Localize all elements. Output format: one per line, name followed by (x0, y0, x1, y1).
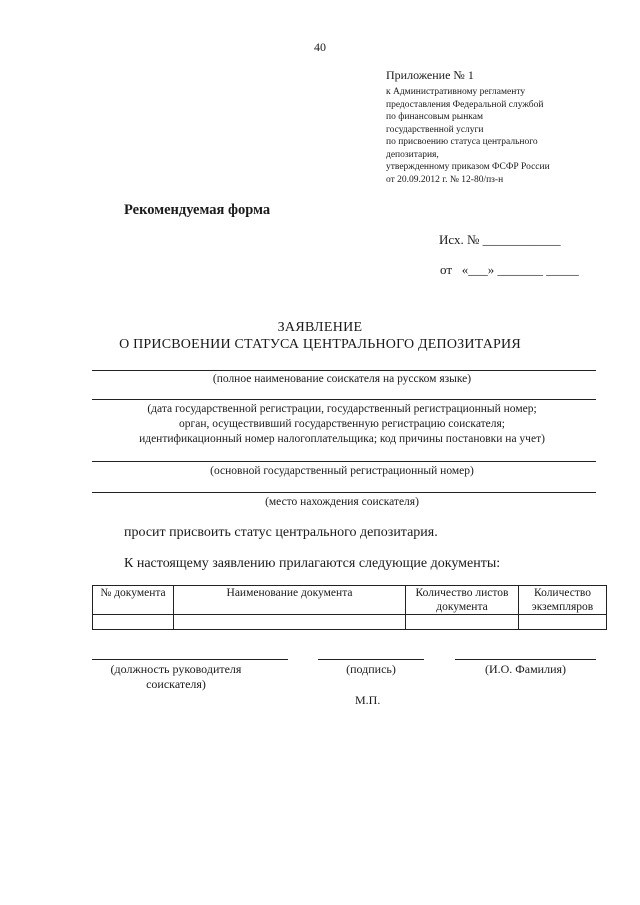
outgoing-number-label: Исх. № (439, 232, 480, 247)
appendix-block (386, 86, 550, 186)
main-reg-number-line (92, 461, 596, 462)
document-subtitle: О ПРИСВОЕНИИ СТАТУСА ЦЕНТРАЛЬНОГО ДЕПОЗИТАРИЯ (119, 337, 521, 352)
table-row (93, 615, 607, 630)
appendix-line: депозитария, (386, 149, 439, 160)
header-copies-count: Количество экземпляров (519, 586, 607, 615)
appendix-line: по присвоению статуса центрального (386, 137, 538, 147)
page-number: 40 (314, 40, 326, 54)
attachments-intro: К настоящему заявлению прилагаются следующие документы: (124, 556, 501, 571)
table-cell[interactable] (519, 615, 607, 630)
appendix-line: утвержденному приказом ФСФР России (386, 162, 550, 172)
outgoing-number (439, 232, 561, 248)
appendix-line: по финансовым рынкам (386, 112, 483, 122)
table-cell[interactable] (93, 615, 174, 630)
signature-caption: (подпись) (346, 662, 396, 676)
outgoing-date-blank: «___» _______ _____ (461, 262, 579, 277)
request-text: просит присвоить статус центрального депозитария. (124, 525, 438, 540)
full-name-line (92, 370, 596, 371)
header-page-count: Количество листов документа (406, 586, 519, 615)
name-caption: (И.О. Фамилия) (484, 662, 567, 676)
location-line (92, 492, 596, 493)
recommended-form-label: Рекомендуемая форма (124, 202, 271, 218)
outgoing-date-label: от (440, 262, 453, 277)
outgoing-number-blank: ____________ (482, 232, 561, 247)
location-caption: (место нахождения соискателя) (265, 496, 419, 508)
header-doc-number: № документа (93, 586, 174, 615)
documents-table (92, 585, 607, 630)
registration-caption (92, 402, 592, 447)
appendix-line: государственной услуги (386, 124, 484, 135)
header-doc-name: Наименование документа (174, 586, 406, 615)
position-line (92, 659, 288, 660)
table-cell[interactable] (406, 615, 519, 630)
registration-caption-line: (дата государственной регистрации, государственный регистрационный номер; (147, 403, 537, 415)
appendix-line: к Административному регламенту (386, 87, 526, 97)
full-name-caption: (полное наименование соискателя на русском языке) (212, 373, 472, 385)
registration-caption-line: идентификационный номер налогоплательщика; код причины постановки на учет) (139, 433, 545, 445)
table-cell[interactable] (174, 615, 406, 630)
document-title: ЗАЯВЛЕНИЕ (277, 320, 363, 335)
table-header-row (93, 586, 607, 615)
appendix-line: от 20.09.2012 г. № 12-80/пз-н (386, 174, 504, 185)
main-reg-number-caption: (основной государственный регистрационный номер) (210, 465, 474, 477)
stamp-placeholder: М.П. (355, 693, 381, 707)
registration-caption-line: орган, осуществивший государственную регистрацию соискателя; (179, 418, 505, 430)
registration-line (92, 399, 596, 400)
appendix-line: предоставления Федеральной службой (386, 99, 544, 110)
position-caption: (должность руководителя соискателя) (110, 662, 242, 691)
appendix-title: Приложение № 1 (386, 68, 474, 82)
signature-line (318, 659, 424, 660)
name-line (455, 659, 596, 660)
outgoing-date (440, 262, 579, 278)
